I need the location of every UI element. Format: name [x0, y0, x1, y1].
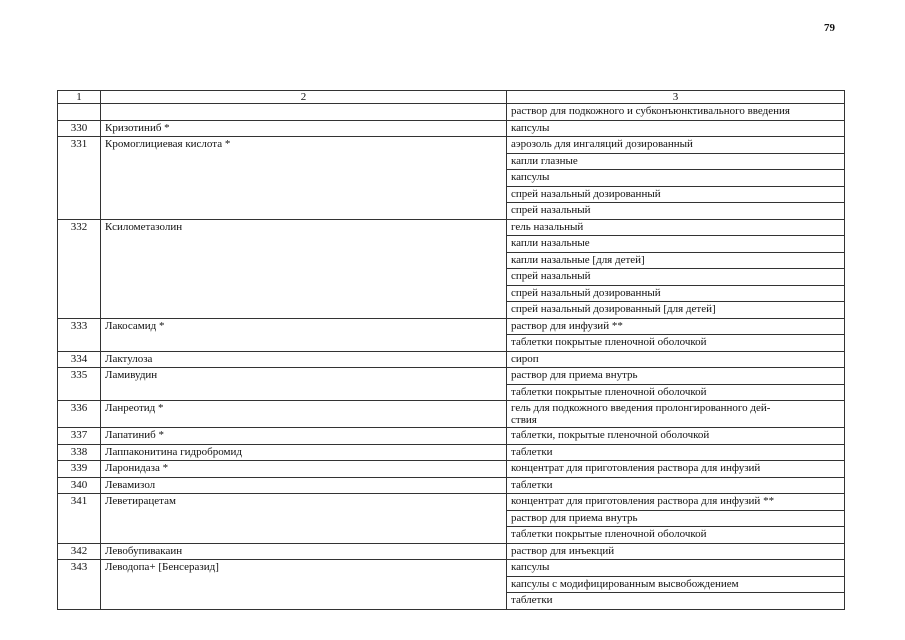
entry-number-cell: 338 [58, 444, 101, 461]
entry-number-cell [58, 104, 101, 121]
entry-number-cell: 333 [58, 318, 101, 351]
drug-name-cell: Кризотиниб * [101, 120, 507, 137]
dosage-form-cell: спрей назальный дозированный [507, 186, 845, 203]
dosage-form-cell: таблетки покрытые пленочной оболочкой [507, 384, 845, 401]
dosage-form-cell: раствор для инъекций [507, 543, 845, 560]
dosage-form-cell: таблетки [507, 477, 845, 494]
entry-number-cell: 340 [58, 477, 101, 494]
entry-number-cell: 332 [58, 219, 101, 318]
dosage-form-cell: спрей назальный [507, 269, 845, 286]
dosage-form-cell: раствор для приема внутрь [507, 510, 845, 527]
dosage-form-cell: таблетки покрытые пленочной оболочкой [507, 335, 845, 352]
entry-number-cell: 330 [58, 120, 101, 137]
dosage-form-cell: капсулы [507, 170, 845, 187]
dosage-form-cell: капли глазные [507, 153, 845, 170]
dosage-form-cell: спрей назальный [507, 203, 845, 220]
dosage-form-cell: таблетки, покрытые пленочной оболочкой [507, 428, 845, 445]
entry-number-cell: 335 [58, 368, 101, 401]
drug-name-cell: Лаппаконитина гидробромид [101, 444, 507, 461]
drug-name-cell: Ксилометазолин [101, 219, 507, 318]
drug-name-cell [101, 104, 507, 121]
table-row [58, 461, 845, 478]
drug-name-cell: Кромоглициевая кислота * [101, 137, 507, 220]
entry-number-cell: 337 [58, 428, 101, 445]
column-header: 3 [507, 91, 845, 104]
entry-number-cell: 341 [58, 494, 101, 544]
drug-name-cell: Ламивудин [101, 368, 507, 401]
table-row [58, 543, 845, 560]
dosage-form-cell: сироп [507, 351, 845, 368]
drug-table-container [57, 90, 845, 610]
table-row [58, 104, 845, 121]
drug-name-cell: Ларонидаза * [101, 461, 507, 478]
dosage-form-cell: капсулы [507, 120, 845, 137]
table-row [58, 137, 845, 154]
dosage-form-cell: таблетки [507, 444, 845, 461]
drug-name-cell: Леводопа+ [Бенсеразид] [101, 560, 507, 610]
dosage-form-cell: раствор для инфузий ** [507, 318, 845, 335]
dosage-form-cell: капли назальные [507, 236, 845, 253]
table-row [58, 401, 845, 428]
dosage-form-cell: гель назальный [507, 219, 845, 236]
table-row [58, 444, 845, 461]
entry-number-cell: 334 [58, 351, 101, 368]
dosage-form-cell: концентрат для приготовления раствора для инфузий ** [507, 494, 845, 511]
header-row [58, 91, 845, 104]
drug-name-cell: Левамизол [101, 477, 507, 494]
table-row [58, 318, 845, 335]
page-number: 79 [824, 22, 835, 34]
drug-table [57, 90, 845, 610]
table-row [58, 560, 845, 577]
column-header: 1 [58, 91, 101, 104]
table-row [58, 351, 845, 368]
dosage-form-cell: спрей назальный дозированный [для детей] [507, 302, 845, 319]
dosage-form-cell: раствор для приема внутрь [507, 368, 845, 385]
dosage-form-cell: капсулы с модифицированным высвобождением [507, 576, 845, 593]
entry-number-cell: 342 [58, 543, 101, 560]
entry-number-cell: 339 [58, 461, 101, 478]
entry-number-cell: 331 [58, 137, 101, 220]
dosage-form-cell: спрей назальный дозированный [507, 285, 845, 302]
dosage-form-cell: капсулы [507, 560, 845, 577]
drug-name-cell: Лапатиниб * [101, 428, 507, 445]
drug-name-cell: Леветирацетам [101, 494, 507, 544]
column-header: 2 [101, 91, 507, 104]
table-row [58, 428, 845, 445]
table-row [58, 494, 845, 511]
dosage-form-cell: таблетки [507, 593, 845, 610]
entry-number-cell: 343 [58, 560, 101, 610]
dosage-form-cell: раствор для подкожного и субконъюнктивального введения [507, 104, 845, 121]
table-row [58, 368, 845, 385]
drug-name-cell: Ланреотид * [101, 401, 507, 428]
dosage-form-cell: таблетки покрытые пленочной оболочкой [507, 527, 845, 544]
drug-name-cell: Лактулоза [101, 351, 507, 368]
dosage-form-cell: аэрозоль для ингаляций дозированный [507, 137, 845, 154]
table-row [58, 219, 845, 236]
table-row [58, 477, 845, 494]
drug-name-cell: Левобупивакаин [101, 543, 507, 560]
table-row [58, 120, 845, 137]
drug-name-cell: Лакосамид * [101, 318, 507, 351]
dosage-form-cell: капли назальные [для детей] [507, 252, 845, 269]
entry-number-cell: 336 [58, 401, 101, 428]
dosage-form-cell: концентрат для приготовления раствора для инфузий [507, 461, 845, 478]
dosage-form-cell: гель для подкожного введения пролонгированного дей- ствия [507, 401, 845, 428]
